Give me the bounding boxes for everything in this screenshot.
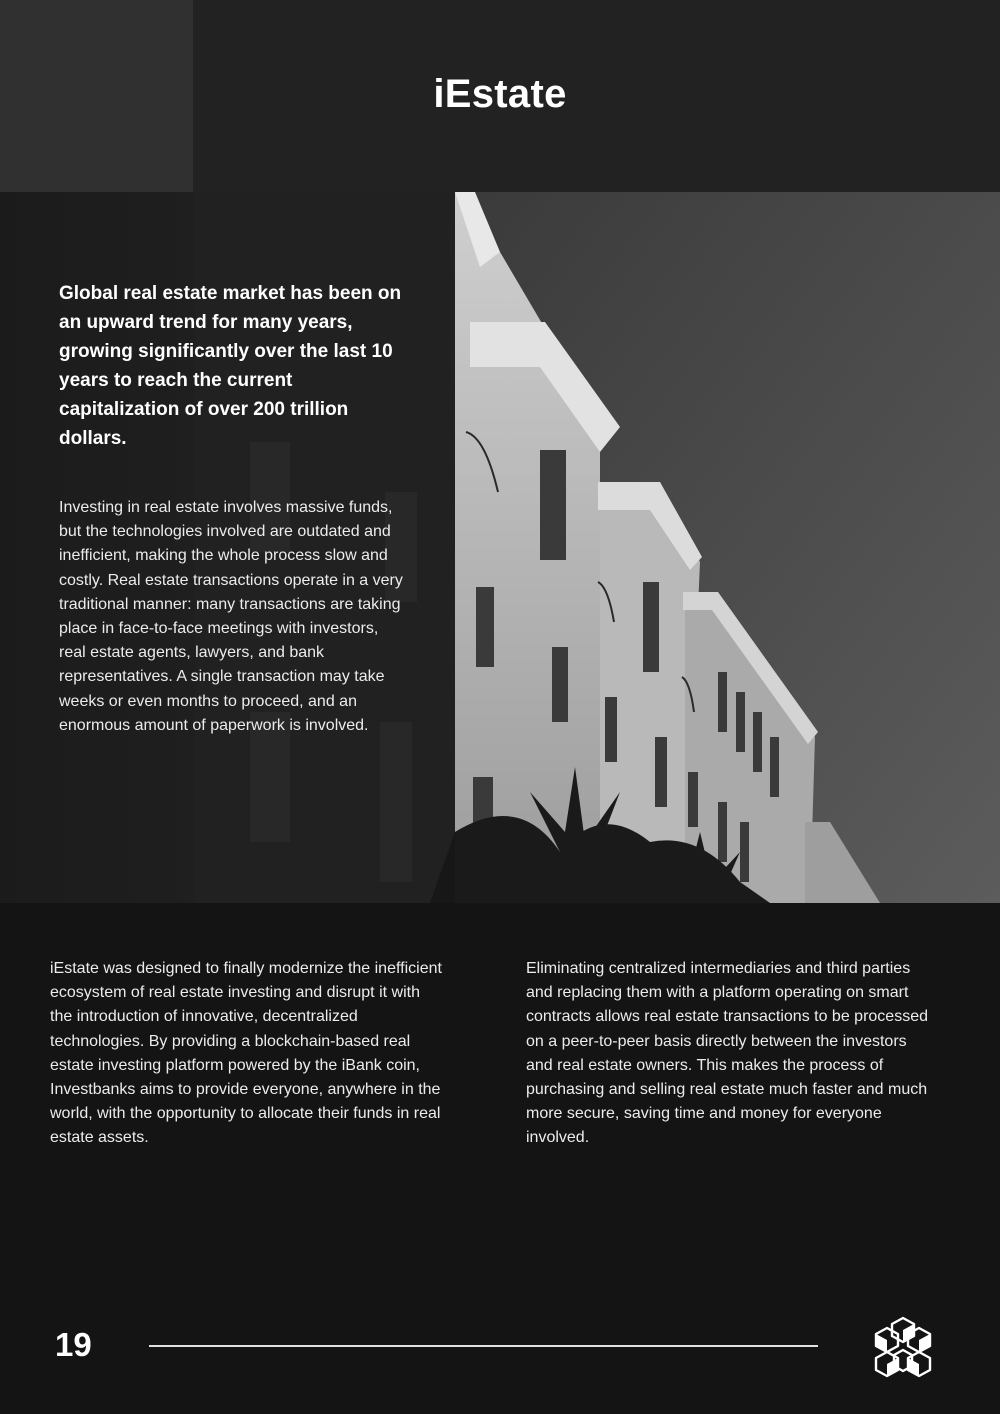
page-number: 19 [55,1326,92,1363]
footer-divider [149,1345,818,1347]
page-title: iEstate [433,72,567,116]
cubes-logo-icon [872,1316,934,1378]
body-column-left: iEstate was designed to finally modernize the inefficient ecosystem of real estate investing and disrupt it with the introduction of innovative, decentralized technologies. By providing a blockchain-based real estate investing platform powered by the iBank coin, Investbanks aims to provide everyone, anywhere in the world, with the opportunity to allocate their funds in real estate assets. [50,960,442,1147]
body-column-right: Eliminating centralized intermediaries and third parties and replacing them with a platform operating on smart contracts allows real estate transactions to be processed on a peer-to-peer basis directly between the investors and real estate owners. This makes the process of purchasing and selling real estate much faster and much more secure, saving time and money for everyone involved. [526,960,928,1147]
page-header [0,0,1000,192]
intro-paragraph: Investing in real estate involves massive funds, but the technologies involved are outdated and inefficient, making the whole process slow and costly. Real estate transactions operate in a very traditional manner: many transactions are taking place in face-to-face meetings with investors, real estate agents, lawyers, and bank representatives. A single transaction may take weeks or even months to proceed, and an enormous amount of paperwork is involved. [59,499,403,734]
lead-paragraph: Global real estate market has been on an upward trend for many years, growing significantly over the last 10 years to reach the current capitalization of over 200 trillion dollars. [59,283,402,449]
